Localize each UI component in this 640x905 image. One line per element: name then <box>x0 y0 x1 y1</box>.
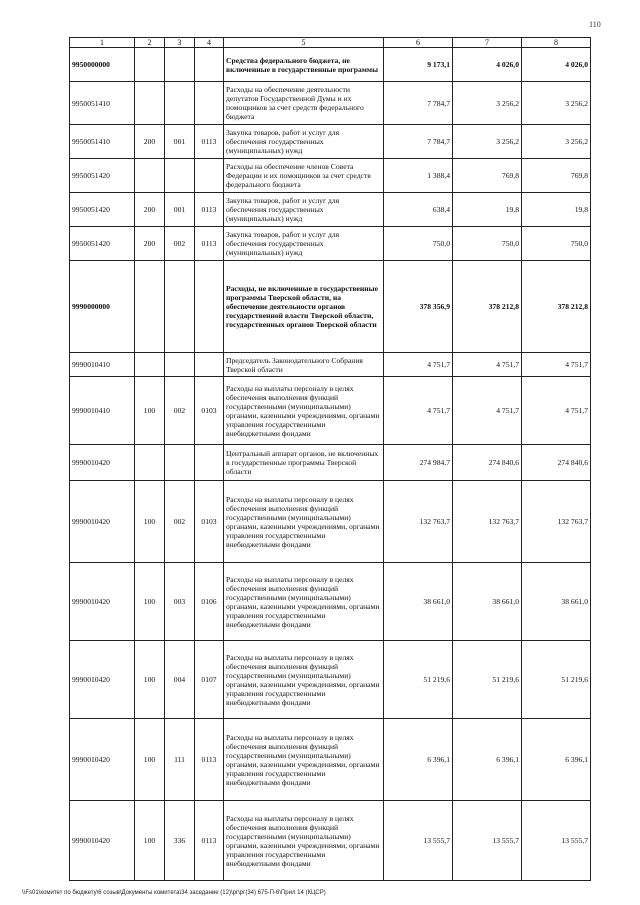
row-value-col6-cell: 4 751,7 <box>384 353 453 377</box>
row-value-col8-cell: 274 840,6 <box>522 445 591 481</box>
table-row <box>70 353 591 377</box>
column-header: 4 <box>195 38 224 48</box>
table-row <box>70 481 591 563</box>
row-expense-type-cell <box>135 353 165 377</box>
row-value-col8-cell: 378 212,8 <box>522 261 591 353</box>
row-name-cell: Расходы на обеспечение членов Совета Федерации и их помощников за счет средств федерального бюджета <box>224 159 384 193</box>
row-code-cell: 9950000000 <box>70 48 135 82</box>
row-value-col7-cell: 4 751,7 <box>453 353 522 377</box>
row-section-cell: 002 <box>165 377 195 445</box>
row-name-cell: Расходы, не включенные в государственные программы Тверской области, на обеспечение деятельности органов государственной власти Тверской области, государственных органов Тверской области <box>224 261 384 353</box>
column-header: 3 <box>165 38 195 48</box>
row-value-col8-cell: 4 026,0 <box>522 48 591 82</box>
row-expense-type-cell: 100 <box>135 801 165 881</box>
row-subsection-cell <box>195 48 224 82</box>
row-value-col7-cell: 274 840,6 <box>453 445 522 481</box>
row-name-cell: Расходы на выплаты персоналу в целях обеспечения выполнения функций государственными (муниципальными) органами, казенными учреждениями, органами управления государственными внебюджетными фондами <box>224 377 384 445</box>
row-value-col7-cell: 13 555,7 <box>453 801 522 881</box>
row-expense-type-cell: 100 <box>135 563 165 641</box>
row-code-cell: 9990010420 <box>70 445 135 481</box>
row-code-cell: 9990010410 <box>70 353 135 377</box>
row-section-cell: 336 <box>165 801 195 881</box>
row-value-col8-cell: 38 661,0 <box>522 563 591 641</box>
row-value-col6-cell: 9 173,1 <box>384 48 453 82</box>
row-value-col6-cell: 132 763,7 <box>384 481 453 563</box>
row-section-cell: 002 <box>165 481 195 563</box>
row-value-col6-cell: 6 396,1 <box>384 719 453 801</box>
row-value-col7-cell: 38 661,0 <box>453 563 522 641</box>
row-section-cell <box>165 353 195 377</box>
table-row <box>70 125 591 159</box>
row-value-col7-cell: 51 219,6 <box>453 641 522 719</box>
row-value-col7-cell: 132 763,7 <box>453 481 522 563</box>
row-value-col7-cell: 19,8 <box>453 193 522 227</box>
row-expense-type-cell <box>135 48 165 82</box>
row-subsection-cell <box>195 353 224 377</box>
row-section-cell: 002 <box>165 227 195 261</box>
row-value-col8-cell: 4 751,7 <box>522 377 591 445</box>
row-subsection-cell <box>195 82 224 125</box>
table-row <box>70 48 591 82</box>
row-subsection-cell <box>195 159 224 193</box>
row-section-cell <box>165 82 195 125</box>
row-expense-type-cell: 100 <box>135 377 165 445</box>
row-code-cell: 9950051410 <box>70 125 135 159</box>
table-row <box>70 82 591 125</box>
page-number: 110 <box>589 20 601 29</box>
row-code-cell: 9990010420 <box>70 481 135 563</box>
row-subsection-cell: 0103 <box>195 377 224 445</box>
row-name-cell: Расходы на выплаты персоналу в целях обеспечения выполнения функций государственными (муниципальными) органами, казенными учреждениями, органами управления государственными внебюджетными фондами <box>224 481 384 563</box>
row-code-cell: 9990010410 <box>70 377 135 445</box>
footer-file-path: \\Fs01\комитет по бюджету\6 созыв\Документы комитета\34 заседание (12)\рг\рг(34) 675-П-6\Прил 14 (КЦСР) <box>22 890 326 896</box>
row-expense-type-cell: 100 <box>135 641 165 719</box>
column-header: 5 <box>224 38 384 48</box>
column-header: 7 <box>453 38 522 48</box>
row-value-col7-cell: 4 751,7 <box>453 377 522 445</box>
row-name-cell: Расходы на выплаты персоналу в целях обеспечения выполнения функций государственными (муниципальными) органами, казенными учреждениями, органами управления государственными внебюджетными фондами <box>224 801 384 881</box>
row-section-cell: 003 <box>165 563 195 641</box>
row-subsection-cell: 0113 <box>195 193 224 227</box>
row-code-cell: 9950051420 <box>70 159 135 193</box>
budget-table-body <box>70 38 591 881</box>
row-name-cell: Центральный аппарат органов, не включенных в государственные программы Тверской области <box>224 445 384 481</box>
row-value-col6-cell: 378 356,9 <box>384 261 453 353</box>
column-header: 8 <box>522 38 591 48</box>
row-expense-type-cell: 100 <box>135 719 165 801</box>
row-value-col7-cell: 769,8 <box>453 159 522 193</box>
row-subsection-cell <box>195 261 224 353</box>
row-value-col8-cell: 19,8 <box>522 193 591 227</box>
row-subsection-cell: 0106 <box>195 563 224 641</box>
column-header-row <box>70 38 591 48</box>
row-value-col6-cell: 1 388,4 <box>384 159 453 193</box>
row-value-col6-cell: 274 984,7 <box>384 445 453 481</box>
row-name-cell: Закупка товаров, работ и услуг для обеспечения государственных (муниципальных) нужд <box>224 227 384 261</box>
row-value-col8-cell: 750,0 <box>522 227 591 261</box>
row-value-col8-cell: 51 219,6 <box>522 641 591 719</box>
row-value-col6-cell: 51 219,6 <box>384 641 453 719</box>
row-value-col8-cell: 3 256,2 <box>522 82 591 125</box>
row-expense-type-cell: 200 <box>135 193 165 227</box>
row-value-col6-cell: 638,4 <box>384 193 453 227</box>
row-value-col7-cell: 6 396,1 <box>453 719 522 801</box>
row-value-col8-cell: 6 396,1 <box>522 719 591 801</box>
row-code-cell: 9990010420 <box>70 719 135 801</box>
row-expense-type-cell: 200 <box>135 227 165 261</box>
row-subsection-cell: 0103 <box>195 481 224 563</box>
row-name-cell: Расходы на выплаты персоналу в целях обеспечения выполнения функций государственными (муниципальными) органами, казенными учреждениями, органами управления государственными внебюджетными фондами <box>224 641 384 719</box>
row-section-cell: 111 <box>165 719 195 801</box>
row-name-cell: Закупка товаров, работ и услуг для обеспечения государственных (муниципальных) нужд <box>224 193 384 227</box>
row-name-cell: Председатель Законодательного Собрания Тверской области <box>224 353 384 377</box>
table-row <box>70 563 591 641</box>
row-section-cell: 004 <box>165 641 195 719</box>
row-value-col8-cell: 769,8 <box>522 159 591 193</box>
row-value-col6-cell: 38 661,0 <box>384 563 453 641</box>
row-value-col7-cell: 750,0 <box>453 227 522 261</box>
row-value-col7-cell: 4 026,0 <box>453 48 522 82</box>
row-value-col8-cell: 3 256,2 <box>522 125 591 159</box>
column-header: 6 <box>384 38 453 48</box>
table-row <box>70 261 591 353</box>
column-header: 2 <box>135 38 165 48</box>
table-row <box>70 445 591 481</box>
table-row <box>70 719 591 801</box>
row-name-cell: Расходы на выплаты персоналу в целях обеспечения выполнения функций государственными (муниципальными) органами, казенными учреждениями, органами управления государственными внебюджетными фондами <box>224 719 384 801</box>
row-value-col8-cell: 4 751,7 <box>522 353 591 377</box>
table-row <box>70 377 591 445</box>
row-subsection-cell: 0107 <box>195 641 224 719</box>
row-value-col7-cell: 3 256,2 <box>453 82 522 125</box>
row-section-cell <box>165 261 195 353</box>
table-row <box>70 159 591 193</box>
row-subsection-cell: 0113 <box>195 227 224 261</box>
row-code-cell: 9990010420 <box>70 641 135 719</box>
row-value-col6-cell: 7 784,7 <box>384 125 453 159</box>
row-code-cell: 9990010420 <box>70 801 135 881</box>
row-code-cell: 9990000000 <box>70 261 135 353</box>
row-subsection-cell <box>195 445 224 481</box>
row-value-col7-cell: 378 212,8 <box>453 261 522 353</box>
row-name-cell: Расходы на выплаты персоналу в целях обеспечения выполнения функций государственными (муниципальными) органами, казенными учреждениями, органами управления государственными внебюджетными фондами <box>224 563 384 641</box>
row-subsection-cell: 0113 <box>195 125 224 159</box>
table-row <box>70 801 591 881</box>
row-subsection-cell: 0113 <box>195 719 224 801</box>
row-code-cell: 9990010420 <box>70 563 135 641</box>
row-subsection-cell: 0113 <box>195 801 224 881</box>
column-header: 1 <box>70 38 135 48</box>
row-section-cell: 001 <box>165 193 195 227</box>
row-section-cell: 001 <box>165 125 195 159</box>
row-expense-type-cell <box>135 261 165 353</box>
table-row <box>70 227 591 261</box>
row-value-col8-cell: 13 555,7 <box>522 801 591 881</box>
row-value-col6-cell: 4 751,7 <box>384 377 453 445</box>
row-expense-type-cell: 100 <box>135 481 165 563</box>
row-code-cell: 9950051420 <box>70 227 135 261</box>
row-value-col6-cell: 13 555,7 <box>384 801 453 881</box>
row-code-cell: 9950051420 <box>70 193 135 227</box>
row-name-cell: Средства федерального бюджета, не включенные в государственные программы <box>224 48 384 82</box>
row-name-cell: Расходы на обеспечение деятельности депутатов Государственной Думы и их помощников за счет средств федерального бюджета <box>224 82 384 125</box>
row-expense-type-cell <box>135 445 165 481</box>
table-row <box>70 193 591 227</box>
row-value-col8-cell: 132 763,7 <box>522 481 591 563</box>
table-row <box>70 641 591 719</box>
row-value-col7-cell: 3 256,2 <box>453 125 522 159</box>
row-section-cell <box>165 445 195 481</box>
row-value-col6-cell: 7 784,7 <box>384 82 453 125</box>
budget-table <box>69 37 591 881</box>
row-value-col6-cell: 750,0 <box>384 227 453 261</box>
row-section-cell <box>165 48 195 82</box>
row-expense-type-cell <box>135 159 165 193</box>
row-code-cell: 9950051410 <box>70 82 135 125</box>
row-section-cell <box>165 159 195 193</box>
row-expense-type-cell <box>135 82 165 125</box>
row-expense-type-cell: 200 <box>135 125 165 159</box>
row-name-cell: Закупка товаров, работ и услуг для обеспечения государственных (муниципальных) нужд <box>224 125 384 159</box>
